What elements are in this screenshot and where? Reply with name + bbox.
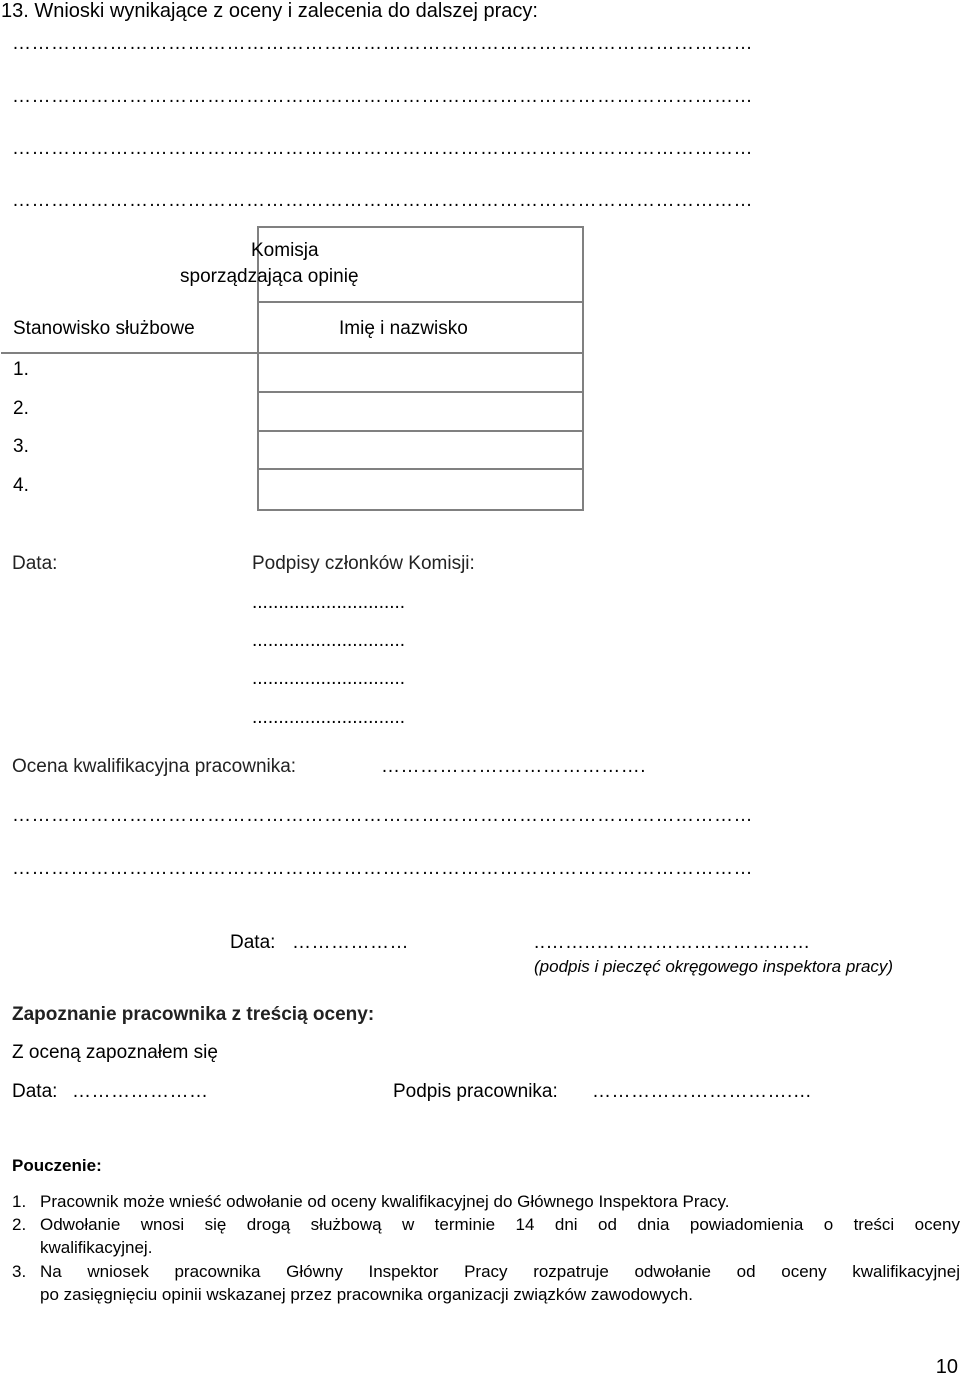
instruction-item bbox=[12, 1190, 960, 1213]
section-heading: 13. Wnioski wynikające z oceny i zalecenia do dalszej pracy: bbox=[1, 0, 538, 22]
rating-date-label: Data: bbox=[230, 932, 276, 953]
inspector-signature-caption: (podpis i pieczęć okręgowego inspektora pracy) bbox=[534, 957, 894, 976]
instruction-item-text: Pracownik może wnieść odwołanie od oceny kwalifikacyjnej do Głównego Inspektora Pracy. bbox=[40, 1192, 730, 1211]
rating-label: Ocena kwalifikacyjna pracownika: bbox=[12, 756, 297, 777]
col-position-header: Stanowisko służbowe bbox=[13, 318, 195, 339]
ack-date-label: Data: bbox=[12, 1081, 58, 1102]
instruction-item-text-cont: po zasięgnięciu opinii wskazanej przez pracownika organizacji związków zawodowych. bbox=[40, 1285, 693, 1304]
conclusions-line: …………………………………………………………………………………………………… bbox=[12, 190, 753, 211]
instruction-item-number: 1. bbox=[12, 1192, 27, 1211]
page-number: 10 bbox=[935, 1356, 958, 1378]
ack-date-dots: ………………… bbox=[72, 1081, 209, 1102]
row-name-cell[interactable] bbox=[257, 352, 584, 393]
col-name-header: Imię i nazwisko bbox=[339, 318, 468, 339]
rating-date-dots: ……………… bbox=[292, 932, 409, 953]
commission-header-cell bbox=[257, 226, 584, 303]
instruction-item-text: Na wniosek pracownika Główny Inspektor Pracy rozpatruje odwołanie od oceny kwalifikacyjnej bbox=[40, 1262, 960, 1281]
instruction-item-number: 2. bbox=[12, 1215, 27, 1234]
row-name-cell[interactable] bbox=[257, 468, 584, 511]
row-name-cell[interactable] bbox=[257, 391, 584, 432]
acknowledgement-statement: Z oceną zapoznałem się bbox=[12, 1042, 218, 1063]
member-signature-line: ............................. bbox=[252, 707, 406, 728]
commission-table bbox=[1, 226, 584, 511]
date-label: Data: bbox=[12, 553, 58, 574]
rating-label-dots: ……………….…………………. bbox=[381, 756, 647, 777]
row-number: 1. bbox=[13, 359, 29, 380]
rating-line: …………………………………………………………………………………………………… bbox=[12, 805, 753, 826]
acknowledgement-heading: Zapoznanie pracownika z treścią oceny: bbox=[12, 1004, 375, 1025]
commission-title-line2: sporządzająca opinię bbox=[180, 266, 359, 287]
employee-signature-label: Podpis pracownika: bbox=[393, 1081, 558, 1102]
member-signature-line: ............................. bbox=[252, 630, 406, 651]
member-signature-line: ............................. bbox=[252, 592, 406, 613]
instruction-item bbox=[12, 1260, 960, 1306]
inspector-signature-dots: ..……..…………………………… bbox=[534, 932, 811, 953]
row-number: 4. bbox=[13, 475, 29, 496]
conclusions-line: …………………………………………………………………………………………………… bbox=[12, 138, 753, 159]
members-signatures-label: Podpisy członków Komisji: bbox=[252, 553, 475, 574]
instruction-item-text-cont: kwalifikacyjnej. bbox=[40, 1238, 153, 1257]
employee-signature-dots: ………………………….… bbox=[592, 1081, 813, 1102]
member-signature-line: ............................. bbox=[252, 668, 406, 689]
row-name-cell[interactable] bbox=[257, 430, 584, 470]
conclusions-line: …………………………………………………………………………………………………… bbox=[12, 33, 753, 54]
commission-title-line1: Komisja bbox=[251, 240, 319, 261]
conclusions-line: …………………………………………………………………………………………………… bbox=[12, 86, 753, 107]
row-number: 3. bbox=[13, 436, 29, 457]
instruction-heading: Pouczenie: bbox=[12, 1156, 102, 1175]
row-number: 2. bbox=[13, 398, 29, 419]
instruction-item-number: 3. bbox=[12, 1262, 27, 1281]
instruction-item bbox=[12, 1213, 960, 1259]
instruction-item-text: Odwołanie wnosi się drogą służbową w terminie 14 dni od dnia powiadomienia o treści oceny bbox=[40, 1215, 960, 1234]
rating-line: …………………………………………………………………………………………………… bbox=[12, 858, 753, 879]
